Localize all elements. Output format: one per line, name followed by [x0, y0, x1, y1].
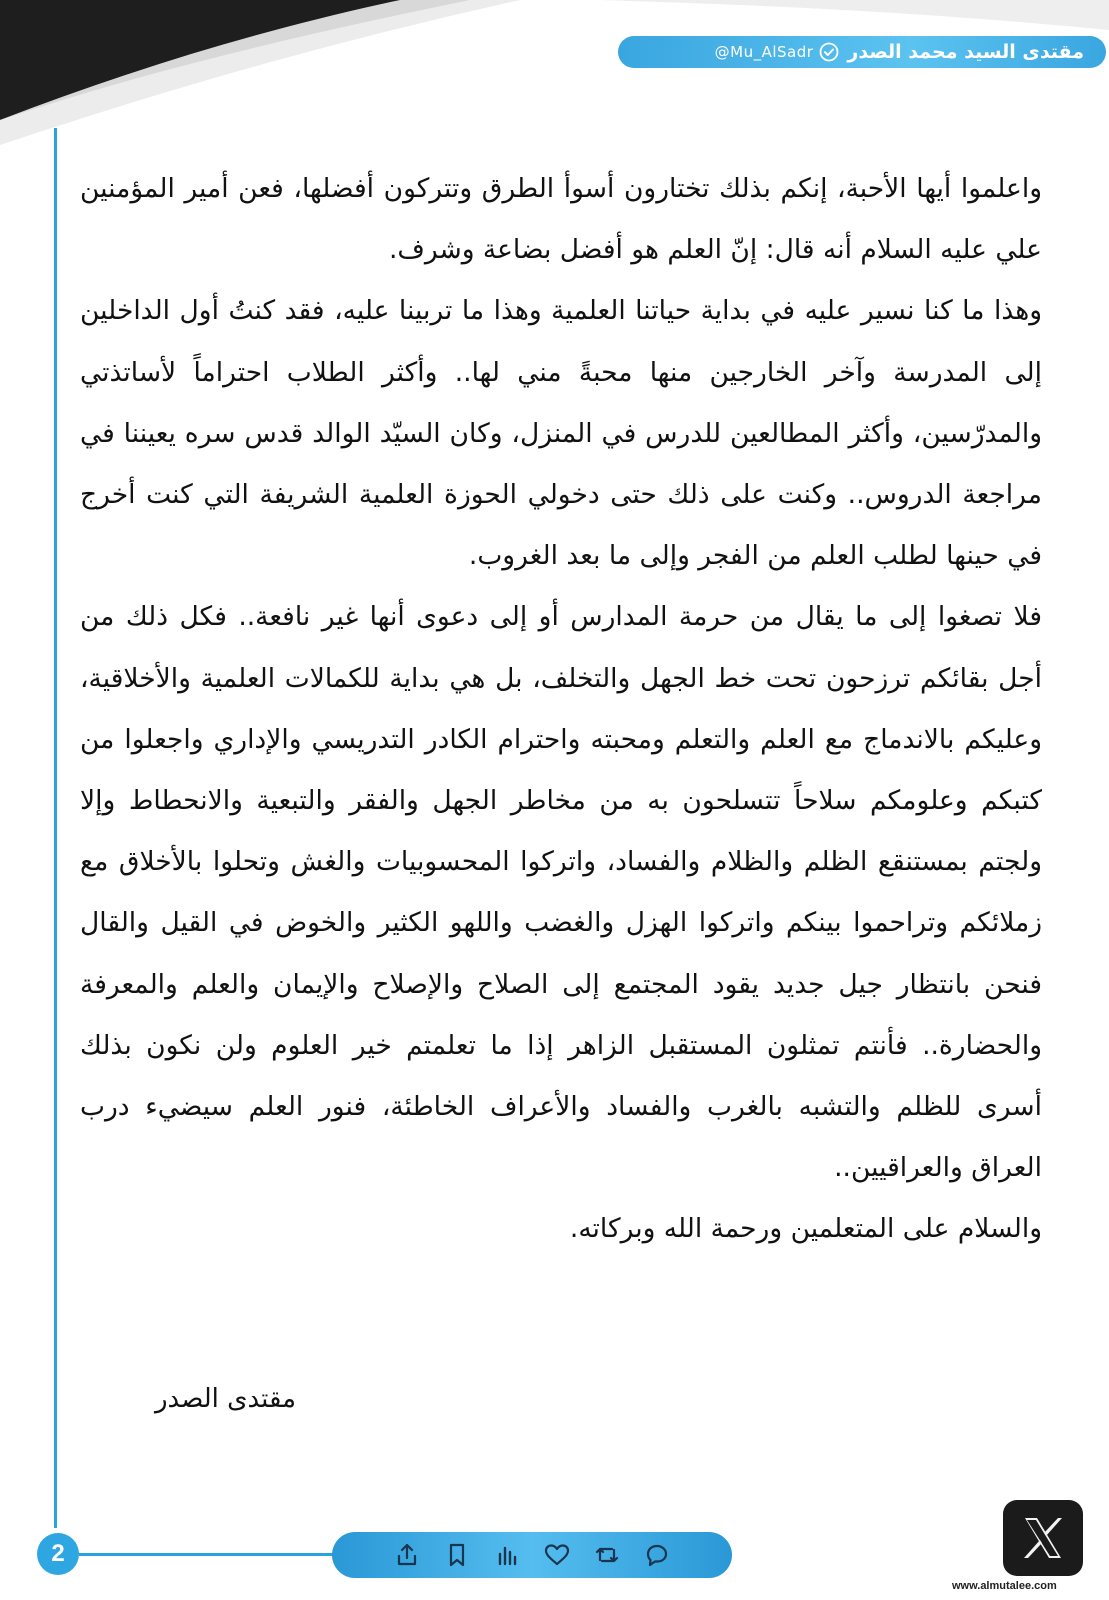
retweet-icon[interactable] — [592, 1540, 622, 1570]
paragraph-4: والسلام على المتعلمين ورحمة الله وبركاته. — [569, 1213, 1042, 1245]
share-icon[interactable] — [392, 1540, 422, 1570]
bookmark-icon[interactable] — [442, 1540, 472, 1570]
author-handle: @Mu_AlSadr — [714, 43, 814, 61]
author-header[interactable] — [618, 36, 1106, 68]
paragraph-3: فلا تصغوا إلى ما يقال من حرمة المدارس أو إلى دعوى أنها غير نافعة.. فكل ذلك من أجل بقائكم ترزحون تحت خط الجهل والتخلف، بل هي بداية للكمالات العلمية والأخلاقية، وعليكم بالاندماج مع العلم والتعلم ومحبته واحترام الكادر التدريسي والإداري واجعلوا من كتبكم وعلومكم سلاحاً تتسلحون به من مخاطر الجهل والفقر والتبعية والانحطاط وإلا ولجتم بمستنقع الظلم والظلام والفساد، واتركوا المحسوبيات والغش وتحلوا بالأخلاق مع زملائكم وتراحموا بينكم واتركوا الهزل والغضب واللهو الكثير والخوض في القيل والقال فنحن بانتظار جيل جديد يقود المجتمع إلى الصلاح والإصلاح والإيمان والعلم والمعرفة والحضارة.. فأنتم تمثلون المستقبل الزاهر إذا ما تعلمتم خير العلوم ولن نكون بذلك أسرى للظلم والتشبه بالغرب والفساد والأعراف الخاطئة، فنور العلم سيضيء درب العراق والعراقيين.. — [80, 601, 1042, 1184]
footer-line — [79, 1553, 339, 1556]
like-icon[interactable] — [542, 1540, 572, 1570]
tweet-action-bar — [332, 1532, 732, 1578]
author-name: مقتدى السيد محمد الصدر — [847, 41, 1084, 63]
paragraph-2: وهذا ما كنا نسير عليه في بداية حياتنا العلمية وهذا ما تربينا عليه، فقد كنتُ أول الداخلين إلى المدرسة وآخر الخارجين منها محبةً مني لها.. وأكثر الطلاب احتراماً لأساتذتي والمدرّسين، وأكثر المطالعين للدرس في المنزل، وكان السيّد الوالد قدس سره يعيننا في مراجعة الدروس.. وكنت على ذلك حتى دخولي الحوزة العلمية الشريفة التي كنت أخرج في حينها لطلب العلم من الفجر وإلى ما بعد الغروب. — [80, 295, 1042, 572]
statement-body — [80, 158, 1042, 1260]
left-border-line — [54, 128, 57, 1528]
header-corner-decoration — [0, 0, 1109, 150]
stats-icon[interactable] — [492, 1540, 522, 1570]
verified-badge-icon — [819, 42, 839, 62]
website-watermark: www.almutalee.com — [952, 1580, 1057, 1592]
x-logo-icon — [1003, 1500, 1083, 1576]
signature: مقتدى الصدر — [155, 1384, 297, 1414]
paragraph-1: واعلموا أيها الأحبة، إنكم بذلك تختارون أسوأ الطرق وتتركون أفضلها، فعن أمير المؤمنين علي عليه السلام أنه قال: إنّ العلم هو أفضل بضاعة وشرف. — [80, 173, 1042, 266]
page-number-badge: 2 — [37, 1533, 79, 1575]
reply-icon[interactable] — [642, 1540, 672, 1570]
